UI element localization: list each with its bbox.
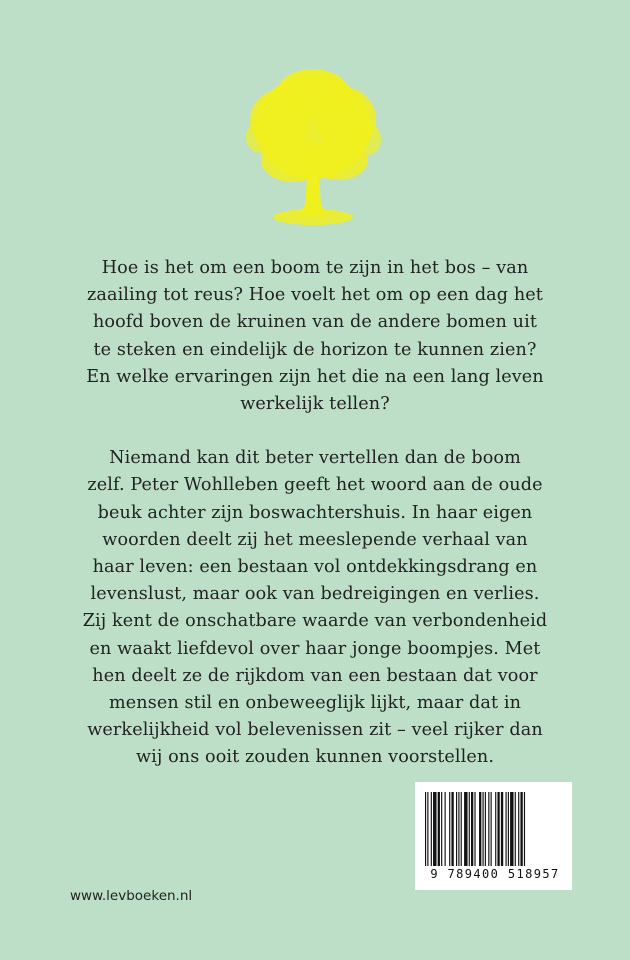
barcode-bar xyxy=(458,792,459,866)
barcode-bar xyxy=(506,792,507,866)
barcode-bar xyxy=(483,792,484,866)
barcode-bar xyxy=(515,792,516,866)
barcode-bar xyxy=(441,792,442,866)
tree-illustration xyxy=(238,65,388,230)
barcode-bar xyxy=(464,792,467,866)
barcode-bar xyxy=(445,792,446,866)
barcode-bar xyxy=(451,792,453,866)
barcode-bar xyxy=(461,792,462,866)
publisher-website: www.levboeken.nl xyxy=(70,888,193,904)
barcode-bar xyxy=(449,792,450,866)
barcode-bar xyxy=(485,792,486,866)
barcode-bar xyxy=(456,792,457,866)
barcode-bar xyxy=(524,792,525,866)
barcode-bar xyxy=(488,792,489,866)
back-cover-blurb xyxy=(60,255,570,772)
barcode-bar xyxy=(479,792,481,866)
barcode-bar xyxy=(474,792,475,866)
blurb-paragraph-1: Hoe is het om een boom te zijn in het bos – van zaailing tot reus? Hoe voelt het om op een dag het hoofd boven de kruinen van de andere bomen uit te steken en eindelijk de horizon te kunnen zien? En welke ervaringen zijn het die na een lang leven werkelijk tellen? xyxy=(86,258,544,415)
barcode-bar xyxy=(438,792,440,866)
barcode-bar xyxy=(425,792,426,866)
barcode-bar xyxy=(469,792,470,866)
blurb-paragraph-2: Niemand kan dit beter vertellen dan de boom zelf. Peter Wohlleben geeft het woord aan de oude beuk achter zijn boswachtershuis. In haar eigen woorden deelt zij het meeslepende verhaal van haar leven: een bestaan vol ontdekkingsdrang en levenslust, maar ook van bedreigingen en verlies. Zij kent de onschatbare waarde van verbondenheid en waakt liefdevol over haar jonge boompjes. Met hen deelt ze de rijkdom van een bestaan dat voor mensen stil en onbeweeglijk lijkt, maar dat in werkelijkheid vol belevenissen zit – veel rijker dan wij ons ooit zouden kunnen voorstellen. xyxy=(82,448,548,768)
isbn-number: 9 789400 518957 xyxy=(430,867,560,881)
barcode xyxy=(415,782,572,890)
barcode-bars xyxy=(423,792,564,866)
barcode-bar xyxy=(510,792,513,866)
barcode-bar xyxy=(491,792,492,866)
barcode-bar xyxy=(518,792,519,866)
barcode-bar xyxy=(433,792,436,866)
barcode-bar xyxy=(431,792,432,866)
barcode-bar xyxy=(520,792,522,866)
barcode-bar xyxy=(497,792,499,866)
barcode-bar xyxy=(427,792,428,866)
barcode-bar xyxy=(501,792,503,866)
barcode-bar xyxy=(471,792,473,866)
barcode-bar xyxy=(508,792,509,866)
barcode-bar xyxy=(495,792,496,866)
